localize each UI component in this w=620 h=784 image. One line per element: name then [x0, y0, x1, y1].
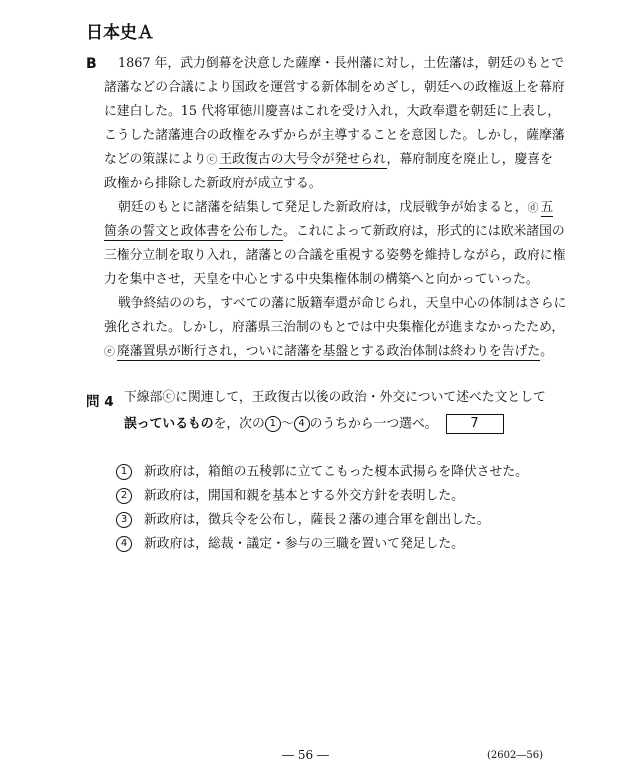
passage-line — [104, 152, 553, 168]
choice-number: 2 — [116, 488, 132, 504]
page-number: ― 56 ― — [282, 748, 329, 762]
passage-line: 戦争終結ののち，すべての藩に版籍奉還が命じられ，天皇中心の体制はさらに — [118, 296, 567, 311]
question-stem-line — [124, 414, 504, 434]
answer-number-box[interactable]: 7 — [446, 414, 504, 434]
circled-number-1: 1 — [265, 416, 281, 432]
passage-line — [104, 344, 553, 360]
passage-line: 1867 年，武力倒幕を決意した薩摩・長州藩に対し，土佐藩は，朝廷のもとで — [118, 56, 565, 71]
choice-text: 新政府は，箱館の五稜郭に立てこもった榎本武揚らを降伏させた。 — [144, 464, 528, 480]
underline-marker-d: ⓓ — [527, 201, 539, 214]
passage-text: などの策謀により — [104, 152, 207, 167]
choice-item[interactable] — [116, 536, 464, 553]
underlined-text-d-cont: 箇条の誓文と政体書を公布した — [104, 224, 284, 239]
exam-code: (2602―56) — [487, 750, 543, 761]
passage-line — [104, 224, 565, 240]
underline-marker-e: ⓔ — [104, 345, 115, 358]
question-text: を，次の — [213, 416, 265, 432]
question-stem-line: 下線部ⓒに関連して，王政復古以後の政治・外交について述べた文として — [124, 390, 546, 405]
question-label: 問 4 — [86, 394, 114, 410]
passage-text: 朝廷のもとに諸藩を結集して発足した新政府は，戊辰戦争が始まると， — [118, 200, 528, 215]
passage-line: こうした諸藩連合の政権をみずからが主導することを意図した。しかし，薩摩藩 — [104, 128, 565, 143]
passage-text: 。これによって新政府は，形式的には欧米諸国の — [283, 224, 565, 239]
section-label: B — [86, 56, 97, 72]
choice-item[interactable] — [116, 488, 464, 505]
passage-text: ，幕府制度を廃止し，慶喜を — [386, 152, 553, 167]
range-separator: ～ — [280, 416, 294, 432]
passage-line: に建白した。15 代将軍徳川慶喜はこれを受け入れ，大政奉還を朝廷に上表し， — [104, 104, 561, 119]
question-text: のうちから一つ選べ。 — [309, 416, 438, 432]
passage-line: 諸藩などの合議により国政を運営する新体制をめざし，朝廷への政権返上を幕府 — [104, 80, 565, 95]
choice-text: 新政府は，徴兵令を公布し，薩長２藩の連合軍を創出した。 — [144, 512, 490, 528]
choice-item[interactable] — [116, 464, 528, 481]
choice-number: 1 — [116, 464, 132, 480]
passage-line — [118, 200, 553, 216]
choice-number: 4 — [116, 536, 132, 552]
passage-line: 三権分立制を取り入れ，諸藩との合議を重視する姿勢を維持しながら，政府に権 — [104, 248, 566, 263]
passage-text: 。 — [540, 344, 553, 359]
passage-line: 政権から排除した新政府が成立する。 — [104, 176, 322, 191]
underline-marker-c: ⓒ — [206, 153, 218, 166]
subject-title: 日本史Ａ — [86, 23, 154, 43]
underlined-text-e: 廃藩置県が断行され，ついに諸藩を基盤とする政治体制は終わりを告げた — [117, 344, 541, 359]
choice-number: 3 — [116, 512, 132, 528]
passage-line: 力を集中させ，天皇を中心とする中央集権体制の構築へと向かっていった。 — [104, 272, 539, 287]
circled-number-4: 4 — [294, 416, 310, 432]
underlined-text-c: 王政復古の大号令が発せられ — [219, 152, 387, 167]
choice-text: 新政府は，開国和親を基本とする外交方針を表明した。 — [144, 488, 464, 504]
choice-text: 新政府は，総裁・議定・参与の三職を置いて発足した。 — [144, 536, 464, 552]
passage-line: 強化された。しかし，府藩県三治制のもとでは中央集権化が進まなかったため， — [104, 320, 565, 335]
emphasis-text: 誤っているもの — [124, 416, 214, 432]
choice-item[interactable] — [116, 512, 490, 529]
underlined-text-d: 五 — [540, 200, 554, 215]
